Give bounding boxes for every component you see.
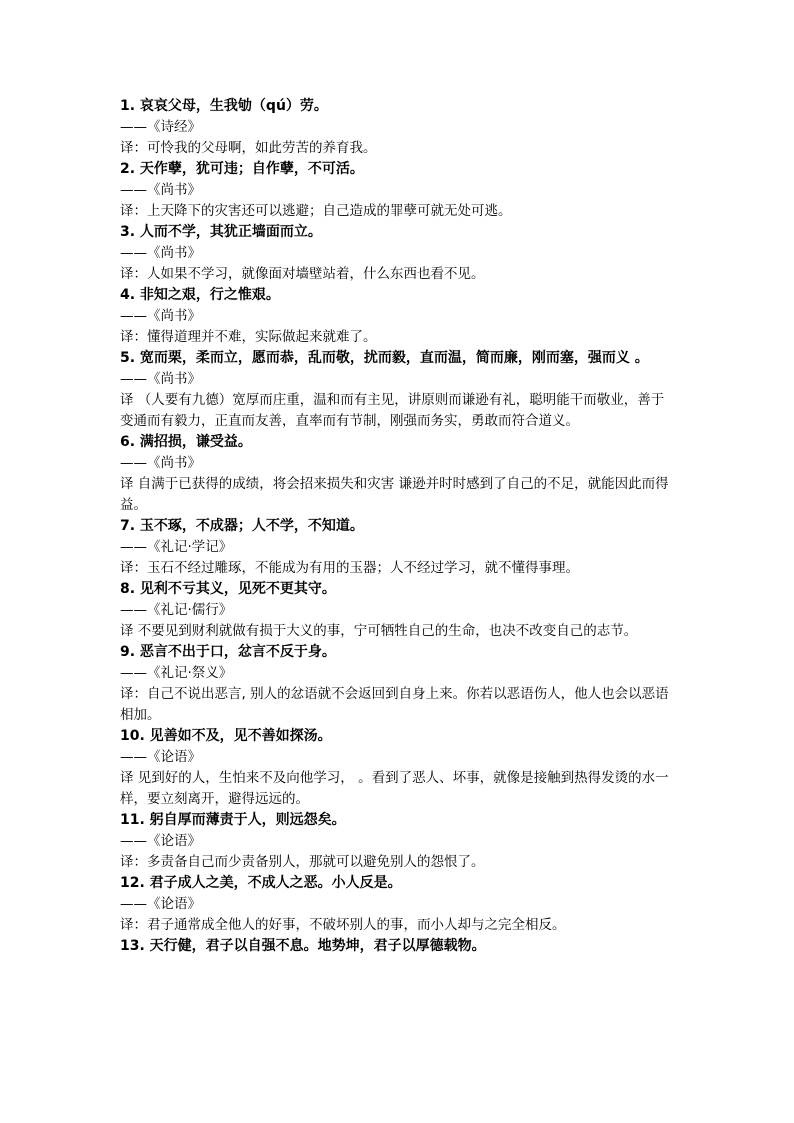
translation-text: 译：玉石不经过雕琢，不能成为有用的玉器；人不经过学习，就不懂得事理。 <box>120 560 579 576</box>
quote-text: 9. 恶言不出于口，忿言不反于身。 <box>120 644 336 660</box>
source-text: ——《尚书》 <box>120 308 201 324</box>
entry-4 <box>120 285 676 348</box>
quote-text: 3. 人而不学，其犹正墙面而立。 <box>120 224 322 240</box>
entry-8 <box>120 579 676 642</box>
quote-text: 11. 躬自厚而薄责于人，则远怨矣。 <box>120 812 346 828</box>
quote-text: 2. 天作孽，犹可违；自作孽，不可活。 <box>120 161 364 177</box>
translation-text: 译：多责备自己而少责备别人，那就可以避免别人的怨恨了。 <box>120 854 485 870</box>
entry-11 <box>120 810 676 873</box>
quote-text: 5. 宽而栗，柔而立，愿而恭，乱而敬，扰而毅，直而温，简而廉，刚而塞，强而义 。 <box>120 350 649 366</box>
quote-text: 6. 满招损，谦受益。 <box>120 434 252 450</box>
source-text: ——《礼记·学记》 <box>120 539 233 555</box>
translation-text: 译：可怜我的父母啊，如此劳苦的养育我。 <box>120 140 377 156</box>
quote-text: 8. 见利不亏其义，见死不更其守。 <box>120 581 336 597</box>
source-text: ——《论语》 <box>120 749 201 765</box>
entry-12 <box>120 873 676 936</box>
source-text: ——《诗经》 <box>120 119 201 135</box>
source-text: ——《尚书》 <box>120 182 201 198</box>
quote-text: 10. 见善如不及，见不善如探汤。 <box>120 728 332 744</box>
source-text: ——《论语》 <box>120 896 201 912</box>
source-text: ——《礼记·儒行》 <box>120 602 233 618</box>
source-text: ——《尚书》 <box>120 455 201 471</box>
translation-text: 译 （人要有九德）宽厚而庄重，温和而有主见，讲原则而谦逊有礼，聪明能干而敬业，善于变通而有毅力，正直而友善，直率而有节制，刚强而务实，勇敢而符合道义。 <box>120 392 665 429</box>
quote-text: 1. 哀哀父母，生我劬（qú）劳。 <box>120 98 328 114</box>
entry-7 <box>120 516 676 579</box>
translation-text: 译：自己不说出恶言, 别人的忿语就不会返回到自身上来。你若以恶语伤人，他人也会以恶语相加。 <box>120 686 669 723</box>
entry-10 <box>120 726 676 810</box>
source-text: ——《尚书》 <box>120 371 201 387</box>
entry-3 <box>120 222 676 285</box>
quote-text: 12. 君子成人之美，不成人之恶。小人反是。 <box>120 875 402 891</box>
source-text: ——《尚书》 <box>120 245 201 261</box>
quote-text: 13. 天行健，君子以自强不息。地势坤，君子以厚德载物。 <box>120 938 486 954</box>
translation-text: 译：人如果不学习，就像面对墙壁站着，什么东西也看不见。 <box>120 266 485 282</box>
entry-6 <box>120 432 676 516</box>
entry-9 <box>120 642 676 726</box>
document-page <box>120 96 676 957</box>
entry-2 <box>120 159 676 222</box>
translation-text: 译 见到好的人，生怕来不及向他学习， 。看到了恶人、坏事，就像是接触到热得发烫的水一样，要立刻离开，避得远远的。 <box>120 770 669 807</box>
source-text: ——《礼记·祭义》 <box>120 665 233 681</box>
translation-text: 译 不要见到财利就做有损于大义的事，宁可牺牲自己的生命，也决不改变自己的志节。 <box>120 623 638 639</box>
translation-text: 译 自满于已获得的成绩，将会招来损失和灾害 谦逊并时时感到了自己的不足，就能因此而得益。 <box>120 476 669 513</box>
source-text: ——《论语》 <box>120 833 201 849</box>
quote-text: 4. 非知之艰，行之惟艰。 <box>120 287 280 303</box>
quote-text: 7. 玉不琢，不成器；人不学，不知道。 <box>120 518 364 534</box>
entry-13 <box>120 936 676 957</box>
entry-5 <box>120 348 676 432</box>
translation-text: 译：上天降下的灾害还可以逃避；自己造成的罪孽可就无处可逃。 <box>120 203 512 219</box>
translation-text: 译：懂得道理并不难，实际做起来就难了。 <box>120 329 377 345</box>
translation-text: 译：君子通常成全他人的好事，不破坏别人的事，而小人却与之完全相反。 <box>120 917 566 933</box>
entry-1 <box>120 96 676 159</box>
